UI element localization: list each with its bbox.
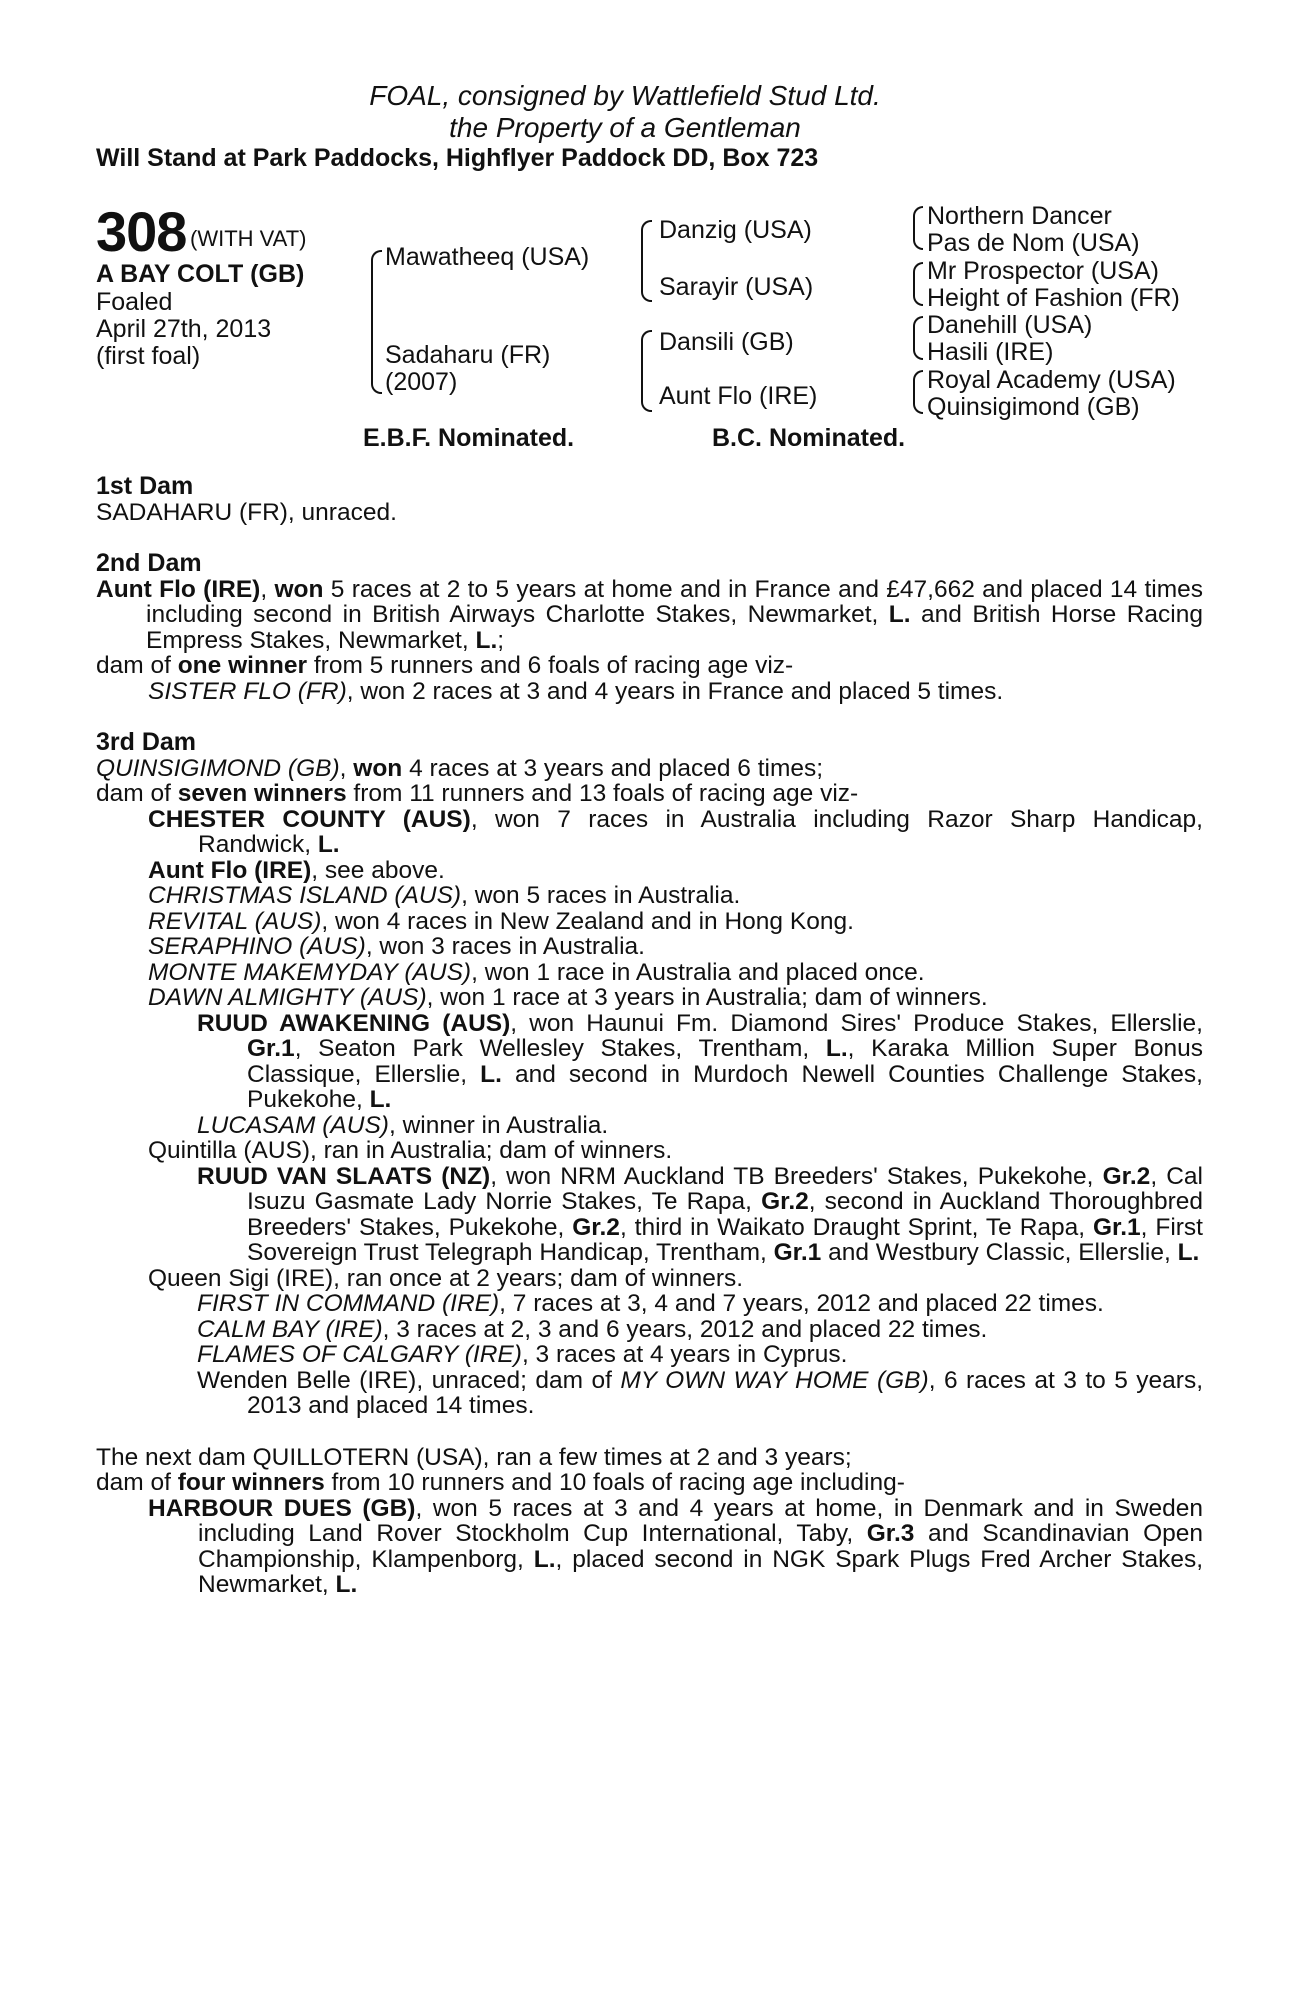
third-dam-produce-4: REVITAL (AUS), won 4 races in New Zealand and in Hong Kong. (148, 907, 854, 935)
second-dam-record: Aunt Flo (IRE), won 5 races at 2 to 5 years at home and in France and £47,662 and placed 14 times including second in British Airways Charlotte Stakes, Newmarket, L. and British Horse Racing Empress Stakes, Newmarket, L.; (96, 575, 1203, 654)
third-dam-produce-1: CHESTER COUNTY (AUS), won 7 races in Australia including Razor Sharp Handicap, Randwick, L. (148, 805, 1203, 858)
pedigree-brace-g1 (913, 206, 923, 250)
bc-nominated: B.C. Nominated. (712, 424, 906, 452)
third-dam-produce-6: MONTE MAKEMYDAY (AUS), won 1 race in Australia and placed once. (148, 958, 925, 986)
pedigree-dam: Sadaharu (FR) (385, 341, 551, 369)
third-dam-grand-produce-3: RUUD VAN SLAATS (NZ), won NRM Auckland TB Breeders' Stakes, Pukekohe, Gr.2, Cal Isuzu Gasmate Lady Norrie Stakes, Te Rapa, Gr.2, second in Auckland Thoroughbred Breeders' Stakes, Pukekohe, Gr.2, third in Waikato Draught Sprint, Te Rapa, Gr.1, First Sovereign Trust Telegraph Handicap, Trentham, Gr.1 and Westbury Classic, Ellerslie, L. (197, 1162, 1204, 1266)
third-dam-produce-3: CHRISTMAS ISLAND (AUS), won 5 races in Australia. (148, 882, 741, 909)
pedigree-dam-sire: Dansili (GB) (659, 328, 794, 356)
pedigree-sire: Mawatheeq (USA) (385, 243, 590, 271)
pedigree-brace-g4 (913, 370, 923, 414)
lot-number: 308 (96, 200, 187, 263)
third-dam-produce-9: Queen Sigi (IRE), ran once at 2 years; dam of winners. (148, 1264, 744, 1292)
third-dam-record: QUINSIGIMOND (GB), won 4 races at 3 years and placed 6 times; (96, 754, 824, 782)
pedigree-g7: Royal Academy (USA) (927, 366, 1176, 394)
catalogue-body (96, 474, 1203, 1598)
pedigree-g8: Quinsigimond (GB) (927, 393, 1140, 421)
third-dam-grand-produce-4: FIRST IN COMMAND (IRE), 7 races at 3, 4 and 7 years, 2012 and placed 22 times. (197, 1290, 1104, 1317)
pedigree-brace-sire (641, 220, 652, 302)
third-dam-produce-summary: dam of seven winners from 11 runners and 13 foals of racing age viz- (96, 780, 859, 807)
third-dam-grand-produce-7: Wenden Belle (IRE), unraced; dam of MY OWN WAY HOME (GB), 6 races at 3 to 5 years, 2013 and placed 14 times. (197, 1366, 1203, 1419)
pedigree-brace-main (371, 250, 382, 394)
second-dam-heading: 2nd Dam (96, 549, 202, 577)
second-dam-produce-1: SISTER FLO (FR), won 2 races at 3 and 4 years in France and placed 5 times. (148, 677, 1004, 705)
third-dam-grand-produce-2: LUCASAM (AUS), winner in Australia. (197, 1111, 609, 1139)
pedigree-g2: Pas de Nom (USA) (927, 229, 1140, 257)
second-dam-produce-summary: dam of one winner from 5 runners and 6 foals of racing age viz- (96, 652, 794, 679)
horse-name: A BAY COLT (GB) (96, 260, 305, 288)
pedigree-sire-dam: Sarayir (USA) (659, 273, 814, 301)
pedigree-sire-sire: Danzig (USA) (659, 216, 812, 244)
section-gap (96, 1419, 1203, 1445)
next-dam-produce-summary: dam of four winners from 10 runners and 10 foals of racing age including- (96, 1469, 905, 1496)
pedigree-dam-dam: Aunt Flo (IRE) (659, 382, 818, 410)
consignor-line: FOAL, consigned by Wattlefield Stud Ltd. (369, 80, 881, 111)
pedigree-brace-g3 (913, 316, 923, 360)
pedigree-g4: Height of Fashion (FR) (927, 284, 1180, 312)
next-dam-record: The next dam QUILLOTERN (USA), ran a few times at 2 and 3 years; (96, 1443, 852, 1471)
stabling-line: Will Stand at Park Paddocks, Highflyer Paddock DD, Box 723 (96, 144, 819, 172)
pedigree-brace-g2 (913, 262, 923, 306)
third-dam-grand-produce-6: FLAMES OF CALGARY (IRE), 3 races at 4 years in Cyprus. (197, 1341, 848, 1368)
third-dam-produce-8: Quintilla (AUS), ran in Australia; dam of winners. (148, 1137, 673, 1164)
third-dam-heading: 3rd Dam (96, 728, 197, 756)
pedigree-g1: Northern Dancer (927, 202, 1112, 230)
first-dam-text: SADAHARU (FR), unraced. (96, 498, 397, 526)
pedigree-dam-year: (2007) (385, 368, 458, 396)
ebf-nominated: E.B.F. Nominated. (363, 424, 575, 452)
third-dam-produce-2: Aunt Flo (IRE), see above. (148, 856, 445, 884)
property-line: the Property of a Gentleman (449, 112, 801, 143)
pedigree-g6: Hasili (IRE) (927, 338, 1054, 366)
third-dam-produce-7: DAWN ALMIGHTY (AUS), won 1 race at 3 years in Australia; dam of winners. (148, 984, 988, 1011)
foaled-label: Foaled (96, 288, 173, 316)
first-dam-heading: 1st Dam (96, 472, 194, 500)
foal-note: (first foal) (96, 342, 201, 370)
foaled-date: April 27th, 2013 (96, 315, 272, 343)
pedigree-g5: Danehill (USA) (927, 311, 1093, 339)
pedigree-brace-dam (641, 330, 652, 412)
vat-note: (WITH VAT) (190, 226, 307, 251)
next-dam-produce-1: HARBOUR DUES (GB), won 5 races at 3 and 4 years at home, in Denmark and in Sweden including Land Rover Stockholm Cup International, Taby, Gr.3 and Scandinavian Open Championship, Klampenborg, L., placed second in NGK Spark Plugs Fred Archer Stakes, Newmarket, L. (148, 1494, 1204, 1598)
third-dam-produce-5: SERAPHINO (AUS), won 3 races in Australia. (148, 933, 645, 960)
third-dam-grand-produce-1: RUUD AWAKENING (AUS), won Haunui Fm. Diamond Sires' Produce Stakes, Ellerslie, Gr.1, Seaton Park Wellesley Stakes, Trentham, L., Karaka Million Super Bonus Classique, Ellerslie, L. and second in Murdoch Newell Counties Challenge Stakes, Pukekohe, L. (197, 1009, 1203, 1113)
pedigree-g3: Mr Prospector (USA) (927, 257, 1159, 285)
third-dam-grand-produce-5: CALM BAY (IRE), 3 races at 2, 3 and 6 years, 2012 and placed 22 times. (197, 1315, 988, 1343)
